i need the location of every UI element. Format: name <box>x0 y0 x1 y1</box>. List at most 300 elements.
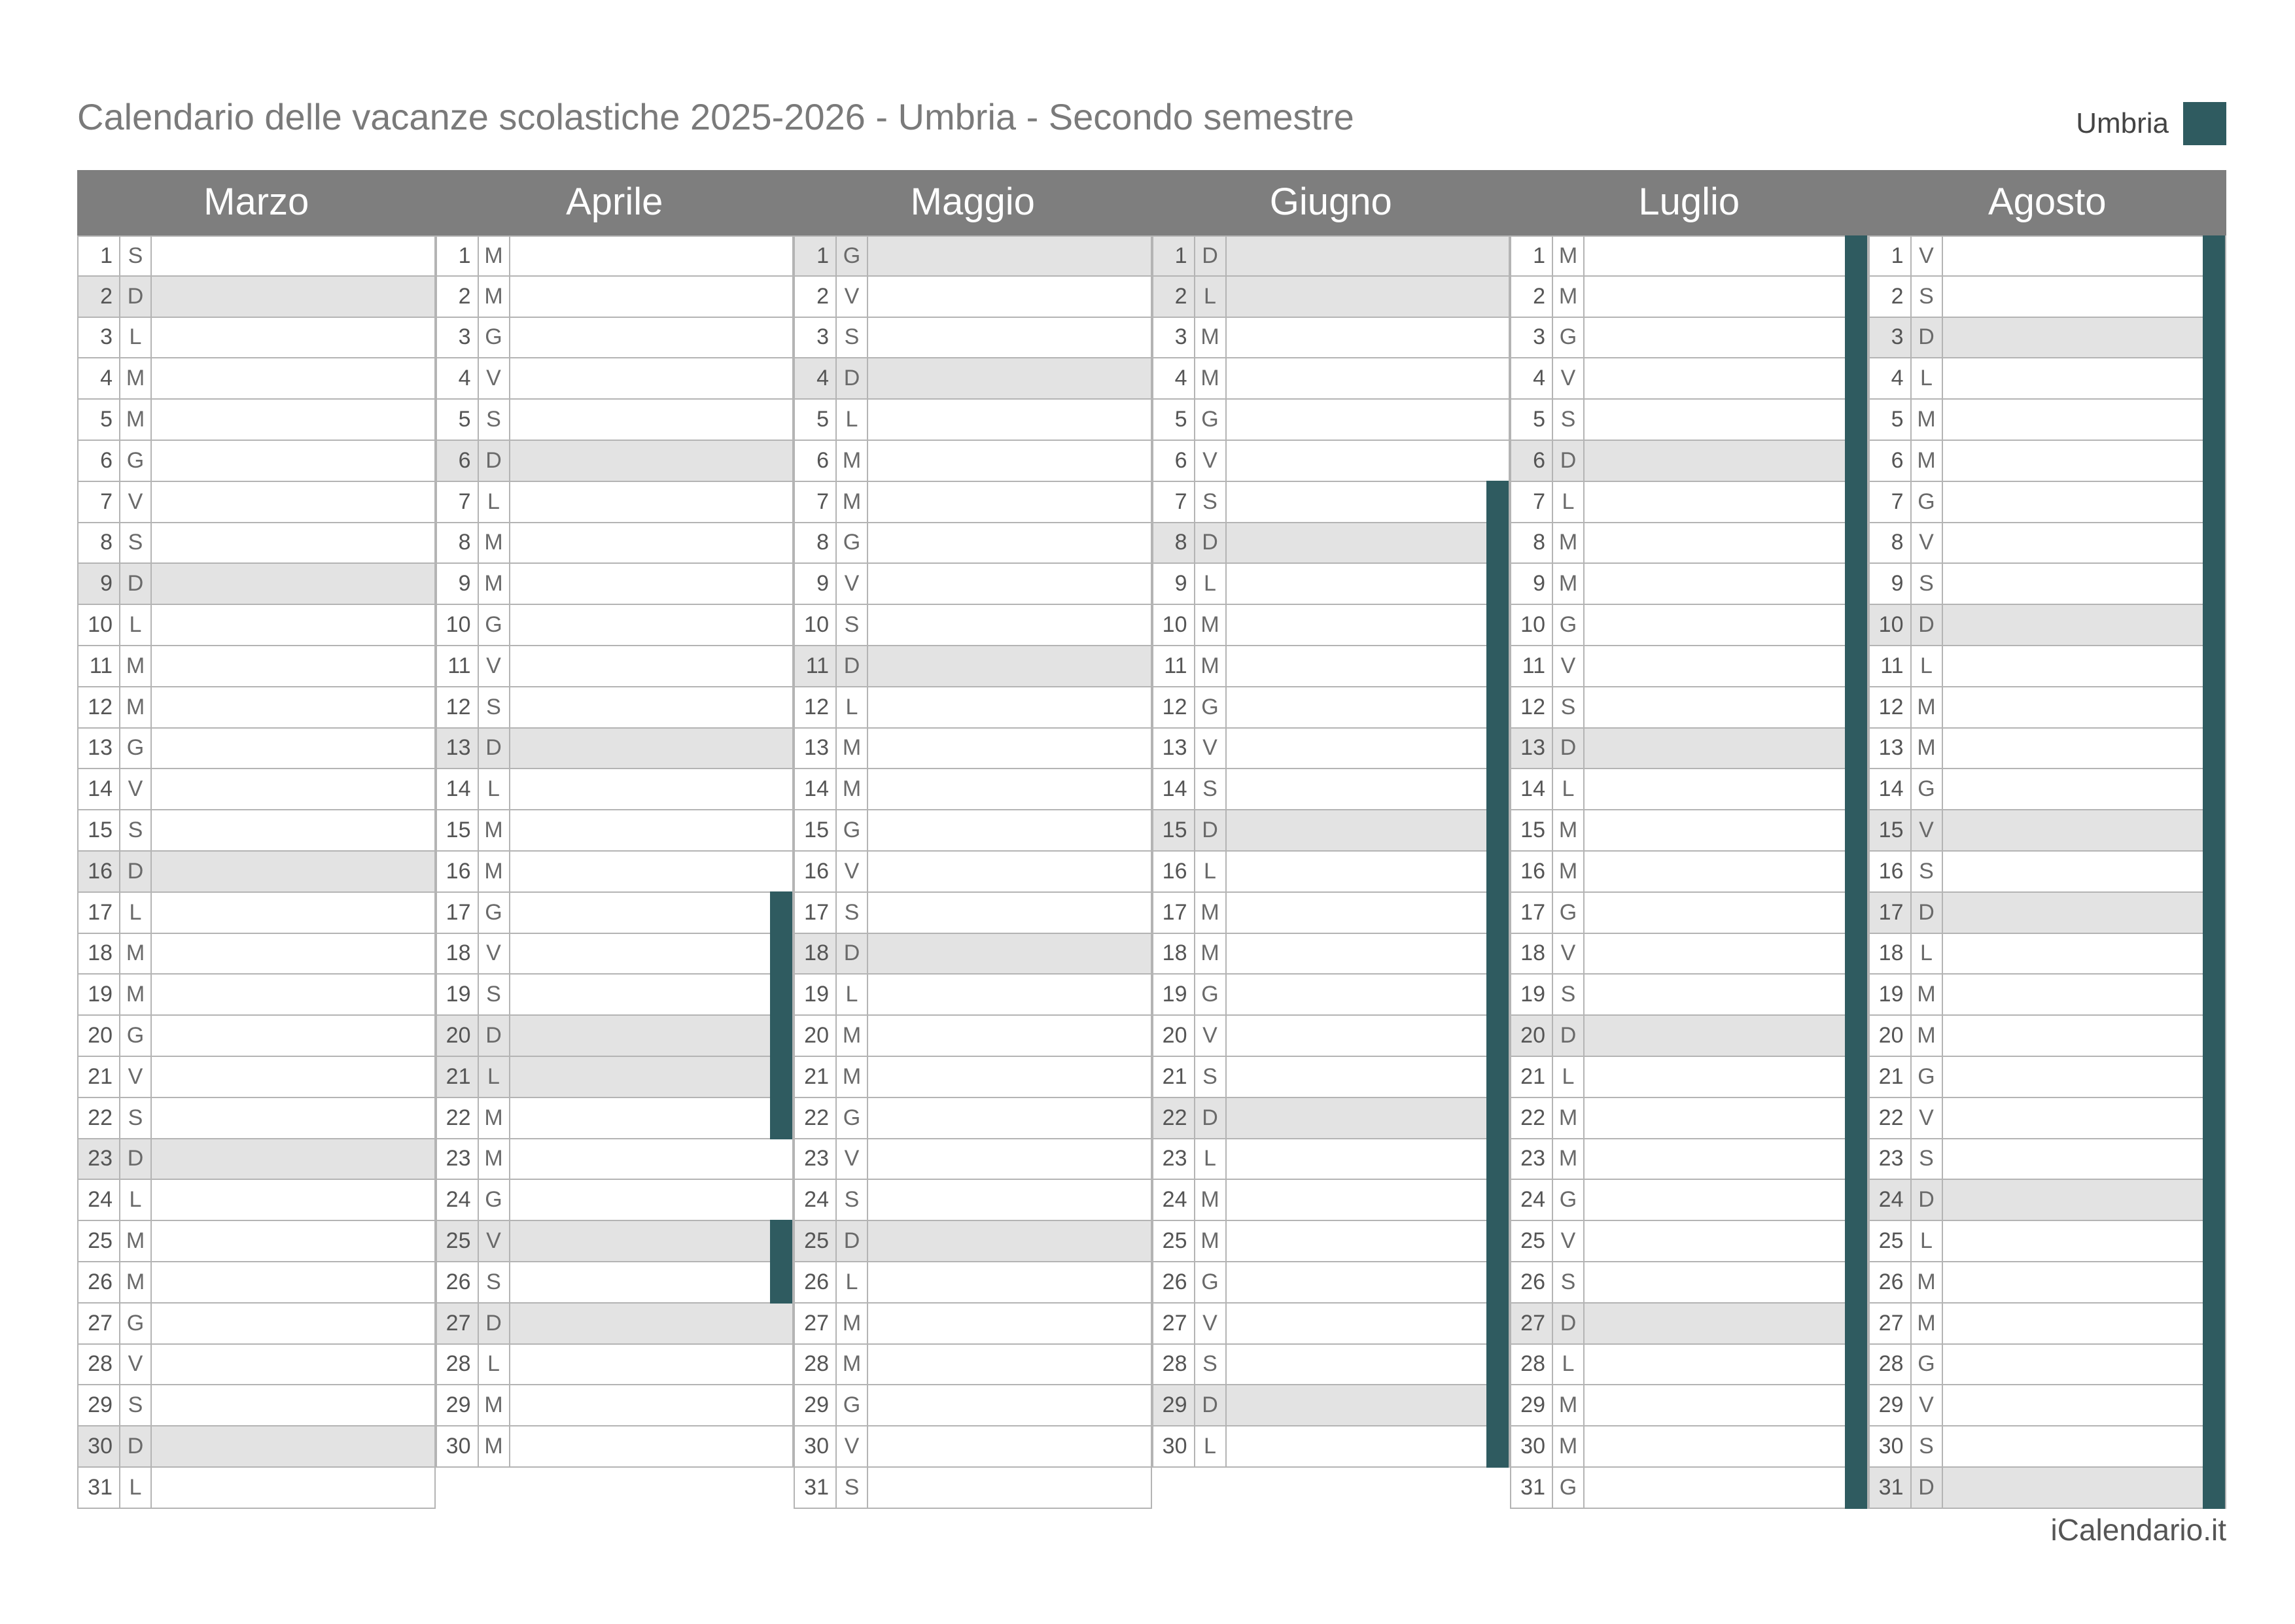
holiday-marker <box>1486 891 1509 934</box>
day-row <box>436 318 794 359</box>
weekday-letter: M <box>120 934 152 974</box>
day-row <box>1510 358 1868 400</box>
day-note-cell <box>1227 646 1509 686</box>
day-row <box>1868 1016 2227 1057</box>
day-number: 7 <box>79 482 120 522</box>
day-note-cell <box>1585 237 1867 275</box>
day-note-cell <box>1585 769 1867 809</box>
holiday-marker <box>770 973 792 1016</box>
day-row <box>436 523 794 564</box>
month-header-giugno: Giugno <box>1269 181 1392 223</box>
holiday-marker <box>2203 1097 2225 1139</box>
day-note-cell <box>510 277 793 317</box>
day-number: 21 <box>1511 1057 1553 1097</box>
day-note-cell <box>1943 441 2226 481</box>
day-number: 11 <box>1511 646 1553 686</box>
day-number: 29 <box>437 1385 479 1425</box>
day-number: 18 <box>79 934 120 974</box>
day-number: 11 <box>1153 646 1195 686</box>
day-number: 12 <box>1870 687 1912 727</box>
day-row <box>1868 893 2227 934</box>
holiday-marker <box>1845 317 1867 359</box>
day-row <box>1868 235 2227 277</box>
day-row <box>1510 1016 1868 1057</box>
day-note-cell <box>1943 852 2226 891</box>
holiday-marker <box>1845 1302 1867 1345</box>
day-note-cell <box>1943 1057 2226 1097</box>
day-note-cell <box>510 810 793 850</box>
weekday-letter: M <box>1553 277 1585 317</box>
day-note-cell <box>510 687 793 727</box>
day-note-cell <box>1943 1262 2226 1302</box>
day-row <box>77 1345 436 1386</box>
month-column <box>1152 235 1511 1509</box>
day-row <box>1152 1426 1511 1468</box>
day-row <box>1868 400 2227 441</box>
day-number: 17 <box>79 893 120 933</box>
day-number: 14 <box>795 769 837 809</box>
weekday-letter: S <box>1195 1345 1227 1385</box>
day-row <box>1868 318 2227 359</box>
day-note-cell <box>868 1221 1151 1261</box>
day-number: 22 <box>1511 1098 1553 1138</box>
day-row <box>436 277 794 318</box>
day-note-cell <box>152 564 434 604</box>
day-note-cell <box>1943 769 2226 809</box>
day-number: 11 <box>1870 646 1912 686</box>
weekday-letter: S <box>120 523 152 563</box>
weekday-letter: V <box>120 1345 152 1385</box>
day-number: 24 <box>437 1180 479 1220</box>
day-row <box>1152 810 1511 852</box>
holiday-marker <box>2203 686 2225 729</box>
day-note-cell <box>152 934 434 974</box>
day-number: 29 <box>1511 1385 1553 1425</box>
day-number: 3 <box>79 318 120 358</box>
holiday-marker <box>1845 768 1867 810</box>
day-note-cell <box>152 1180 434 1220</box>
day-note-cell <box>1227 1385 1509 1425</box>
day-number: 25 <box>1153 1221 1195 1261</box>
holiday-marker <box>1486 850 1509 893</box>
holiday-marker <box>2203 727 2225 770</box>
day-number: 3 <box>795 318 837 358</box>
day-row <box>1510 687 1868 729</box>
day-number: 16 <box>1153 852 1195 891</box>
day-number: 4 <box>437 358 479 398</box>
day-row <box>77 1221 436 1262</box>
weekday-letter: M <box>1912 1304 1943 1343</box>
day-note-cell <box>868 605 1151 645</box>
holiday-marker <box>1486 809 1509 852</box>
holiday-marker <box>1845 1425 1867 1468</box>
day-row <box>1510 605 1868 646</box>
day-note-cell <box>1227 605 1509 645</box>
weekday-letter: M <box>837 1016 868 1056</box>
day-note-cell <box>1943 400 2226 440</box>
day-note-cell <box>510 975 793 1014</box>
day-note-cell <box>1585 441 1867 481</box>
day-row <box>77 605 436 646</box>
day-number: 25 <box>437 1221 479 1261</box>
day-number: 24 <box>1153 1180 1195 1220</box>
holiday-marker <box>1486 604 1509 646</box>
holiday-marker <box>1845 1261 1867 1304</box>
day-number: 23 <box>795 1139 837 1179</box>
day-note-cell <box>510 1098 793 1138</box>
holiday-marker <box>770 1220 792 1262</box>
day-number: 25 <box>795 1221 837 1261</box>
day-note-cell <box>868 1468 1151 1508</box>
holiday-marker <box>1486 645 1509 687</box>
day-number: 20 <box>437 1016 479 1056</box>
month-header-maggio: Maggio <box>910 181 1035 223</box>
day-note-cell <box>1585 605 1867 645</box>
weekday-letter: L <box>837 400 868 440</box>
holiday-marker <box>2203 1138 2225 1181</box>
weekday-letter: M <box>1195 1221 1227 1261</box>
day-row <box>1510 564 1868 605</box>
day-number: 1 <box>1511 237 1553 275</box>
day-note-cell <box>510 1345 793 1385</box>
day-number: 13 <box>795 729 837 769</box>
month-header-agosto: Agosto <box>1988 181 2107 223</box>
day-note-cell <box>1585 318 1867 358</box>
day-number: 26 <box>795 1262 837 1302</box>
day-note-cell <box>1227 277 1509 317</box>
day-note-cell <box>510 646 793 686</box>
month-column <box>794 235 1152 1509</box>
weekday-letter: D <box>120 1139 152 1179</box>
day-row <box>1868 441 2227 482</box>
day-row <box>436 441 794 482</box>
day-number: 18 <box>1153 934 1195 974</box>
day-number: 18 <box>795 934 837 974</box>
month-column <box>77 235 436 1509</box>
day-number: 17 <box>437 893 479 933</box>
day-number: 21 <box>437 1057 479 1097</box>
weekday-letter: V <box>837 852 868 891</box>
weekday-letter: G <box>837 810 868 850</box>
day-number: 15 <box>1153 810 1195 850</box>
day-number: 10 <box>1870 605 1912 645</box>
day-row <box>1510 1098 1868 1139</box>
day-note-cell <box>152 441 434 481</box>
holiday-marker <box>1845 850 1867 893</box>
holiday-marker <box>1845 604 1867 646</box>
day-note-cell <box>1943 1468 2226 1508</box>
day-number: 2 <box>1511 277 1553 317</box>
weekday-letter: M <box>1195 646 1227 686</box>
weekday-letter: G <box>1195 400 1227 440</box>
day-note-cell <box>510 729 793 769</box>
weekday-letter: D <box>837 358 868 398</box>
day-number: 4 <box>1153 358 1195 398</box>
day-number: 28 <box>437 1345 479 1385</box>
day-note-cell <box>1943 1098 2226 1138</box>
day-row <box>1510 482 1868 523</box>
weekday-letter: M <box>120 400 152 440</box>
day-number: 8 <box>1153 523 1195 563</box>
day-row <box>794 893 1152 934</box>
weekday-letter: S <box>1553 1262 1585 1302</box>
holiday-marker <box>1845 1384 1867 1426</box>
day-row <box>794 646 1152 687</box>
day-note-cell <box>1227 975 1509 1014</box>
day-note-cell <box>152 1345 434 1385</box>
day-row <box>1510 852 1868 893</box>
weekday-letter: M <box>479 1098 510 1138</box>
weekday-letter: L <box>479 482 510 522</box>
day-note-cell <box>1585 1139 1867 1179</box>
day-row <box>77 1262 436 1304</box>
holiday-marker <box>2203 1466 2225 1509</box>
holiday-marker <box>2203 1384 2225 1426</box>
day-row <box>77 523 436 564</box>
weekday-letter: L <box>120 318 152 358</box>
day-row <box>436 1016 794 1057</box>
day-number: 13 <box>1153 729 1195 769</box>
day-number: 8 <box>437 523 479 563</box>
day-note-cell <box>1943 1385 2226 1425</box>
day-row <box>436 1057 794 1098</box>
holiday-marker <box>2203 1261 2225 1304</box>
day-number: 1 <box>79 237 120 275</box>
day-row <box>1152 934 1511 975</box>
holiday-marker <box>1845 686 1867 729</box>
holiday-marker <box>2203 891 2225 934</box>
day-note-cell <box>510 564 793 604</box>
day-row <box>1868 1262 2227 1304</box>
weekday-letter: M <box>837 769 868 809</box>
day-number: 10 <box>1153 605 1195 645</box>
weekday-letter: V <box>1195 1304 1227 1343</box>
day-row <box>1152 1221 1511 1262</box>
day-note-cell <box>1943 1345 2226 1385</box>
weekday-letter: D <box>479 441 510 481</box>
holiday-marker <box>1845 275 1867 318</box>
holiday-marker <box>2203 768 2225 810</box>
weekday-letter: L <box>1195 1139 1227 1179</box>
day-number: 12 <box>1511 687 1553 727</box>
day-row <box>77 441 436 482</box>
day-row <box>1152 646 1511 687</box>
day-row <box>77 1057 436 1098</box>
day-note-cell <box>152 400 434 440</box>
day-row <box>1510 1221 1868 1262</box>
day-row <box>794 358 1152 400</box>
day-row <box>1152 893 1511 934</box>
day-note-cell <box>1227 1426 1509 1466</box>
day-note-cell <box>1943 1139 2226 1179</box>
weekday-letter: S <box>1912 852 1943 891</box>
day-note-cell <box>1943 1426 2226 1466</box>
weekday-letter: S <box>479 400 510 440</box>
day-row <box>1868 1221 2227 1262</box>
day-row <box>436 810 794 852</box>
day-row <box>794 1180 1152 1221</box>
day-number: 7 <box>1153 482 1195 522</box>
day-note-cell <box>510 318 793 358</box>
day-row <box>1510 1262 1868 1304</box>
weekday-letter: D <box>1195 810 1227 850</box>
weekday-letter: L <box>120 1468 152 1508</box>
day-row <box>794 1262 1152 1304</box>
day-note-cell <box>1227 934 1509 974</box>
day-note-cell <box>510 852 793 891</box>
day-note-cell <box>152 277 434 317</box>
day-note-cell <box>868 237 1151 275</box>
day-note-cell <box>1943 934 2226 974</box>
day-note-cell <box>1227 810 1509 850</box>
month-header-bar <box>77 170 2226 235</box>
day-number: 26 <box>437 1262 479 1302</box>
day-note-cell <box>1943 1016 2226 1056</box>
weekday-letter: G <box>1912 769 1943 809</box>
day-row <box>77 893 436 934</box>
day-number: 31 <box>79 1468 120 1508</box>
day-row <box>1868 482 2227 523</box>
holiday-marker <box>2203 973 2225 1016</box>
day-note-cell <box>152 1221 434 1261</box>
weekday-letter: S <box>1553 400 1585 440</box>
day-note-cell <box>868 729 1151 769</box>
day-note-cell <box>1585 729 1867 769</box>
day-row <box>1152 729 1511 770</box>
weekday-letter: M <box>479 852 510 891</box>
day-number: 30 <box>1870 1426 1912 1466</box>
day-note-cell <box>1943 237 2226 275</box>
weekday-letter: M <box>479 1139 510 1179</box>
day-number: 15 <box>1870 810 1912 850</box>
weekday-letter: L <box>479 769 510 809</box>
day-number: 31 <box>795 1468 837 1508</box>
weekday-letter: G <box>837 237 868 275</box>
weekday-letter: S <box>1912 1139 1943 1179</box>
day-number: 9 <box>79 564 120 604</box>
day-number: 22 <box>1870 1098 1912 1138</box>
weekday-letter: D <box>479 729 510 769</box>
day-row <box>1510 769 1868 810</box>
holiday-marker <box>1486 481 1509 523</box>
day-row <box>1510 1304 1868 1345</box>
day-number: 13 <box>437 729 479 769</box>
holiday-marker <box>1845 440 1867 482</box>
day-number: 25 <box>79 1221 120 1261</box>
month-header-marzo: Marzo <box>203 181 309 223</box>
day-note-cell <box>152 1057 434 1097</box>
day-note-cell <box>868 523 1151 563</box>
weekday-letter: M <box>1912 441 1943 481</box>
day-number: 28 <box>1511 1345 1553 1385</box>
day-row <box>1152 523 1511 564</box>
day-note-cell <box>152 810 434 850</box>
day-number: 14 <box>1153 769 1195 809</box>
holiday-marker <box>1845 1056 1867 1098</box>
day-number: 22 <box>795 1098 837 1138</box>
weekday-letter: L <box>1195 852 1227 891</box>
day-number: 12 <box>79 687 120 727</box>
weekday-letter: L <box>837 1262 868 1302</box>
weekday-letter: V <box>479 646 510 686</box>
holiday-marker <box>2203 645 2225 687</box>
holiday-marker <box>2203 522 2225 564</box>
day-number: 16 <box>437 852 479 891</box>
weekday-letter: D <box>1195 1098 1227 1138</box>
day-note-cell <box>152 729 434 769</box>
day-note-cell <box>868 1139 1151 1179</box>
day-row <box>436 235 794 277</box>
day-number: 14 <box>1511 769 1553 809</box>
day-row <box>1510 1057 1868 1098</box>
day-note-cell <box>868 975 1151 1014</box>
weekday-letter: G <box>837 523 868 563</box>
day-number: 3 <box>1153 318 1195 358</box>
day-note-cell <box>1585 1098 1867 1138</box>
day-note-cell <box>868 1385 1151 1425</box>
day-row <box>1868 1180 2227 1221</box>
weekday-letter: M <box>1553 564 1585 604</box>
day-row <box>1152 564 1511 605</box>
day-number: 5 <box>1153 400 1195 440</box>
day-row <box>1868 1098 2227 1139</box>
day-note-cell <box>152 893 434 933</box>
day-row <box>794 1385 1152 1426</box>
day-number: 28 <box>1153 1345 1195 1385</box>
day-number: 20 <box>1153 1016 1195 1056</box>
holiday-marker <box>1486 768 1509 810</box>
weekday-letter: V <box>479 358 510 398</box>
day-note-cell <box>510 893 793 933</box>
day-number: 2 <box>1153 277 1195 317</box>
holiday-marker <box>1486 933 1509 975</box>
weekday-letter: L <box>1195 1426 1227 1466</box>
day-number: 13 <box>1511 729 1553 769</box>
day-row <box>77 564 436 605</box>
holiday-marker <box>770 1261 792 1304</box>
weekday-letter: M <box>837 1057 868 1097</box>
day-note-cell <box>868 893 1151 933</box>
day-note-cell <box>1585 482 1867 522</box>
weekday-letter: M <box>1912 687 1943 727</box>
day-note-cell <box>1585 810 1867 850</box>
day-row <box>77 1468 436 1509</box>
day-number: 27 <box>437 1304 479 1343</box>
day-number: 6 <box>437 441 479 481</box>
day-number: 1 <box>437 237 479 275</box>
day-row <box>1152 1098 1511 1139</box>
day-row <box>794 729 1152 770</box>
day-row <box>1510 523 1868 564</box>
day-number: 16 <box>1870 852 1912 891</box>
day-number: 21 <box>795 1057 837 1097</box>
day-number: 18 <box>437 934 479 974</box>
day-number: 19 <box>79 975 120 1014</box>
day-note-cell <box>152 1098 434 1138</box>
holiday-marker <box>1845 1014 1867 1057</box>
day-number: 16 <box>1511 852 1553 891</box>
weekday-letter: V <box>120 1057 152 1097</box>
day-note-cell <box>510 400 793 440</box>
day-row <box>436 400 794 441</box>
day-row <box>1868 646 2227 687</box>
weekday-letter: M <box>120 1262 152 1302</box>
day-note-cell <box>1585 893 1867 933</box>
day-number: 26 <box>1511 1262 1553 1302</box>
day-number: 23 <box>1870 1139 1912 1179</box>
day-note-cell <box>1227 687 1509 727</box>
day-note-cell <box>152 605 434 645</box>
